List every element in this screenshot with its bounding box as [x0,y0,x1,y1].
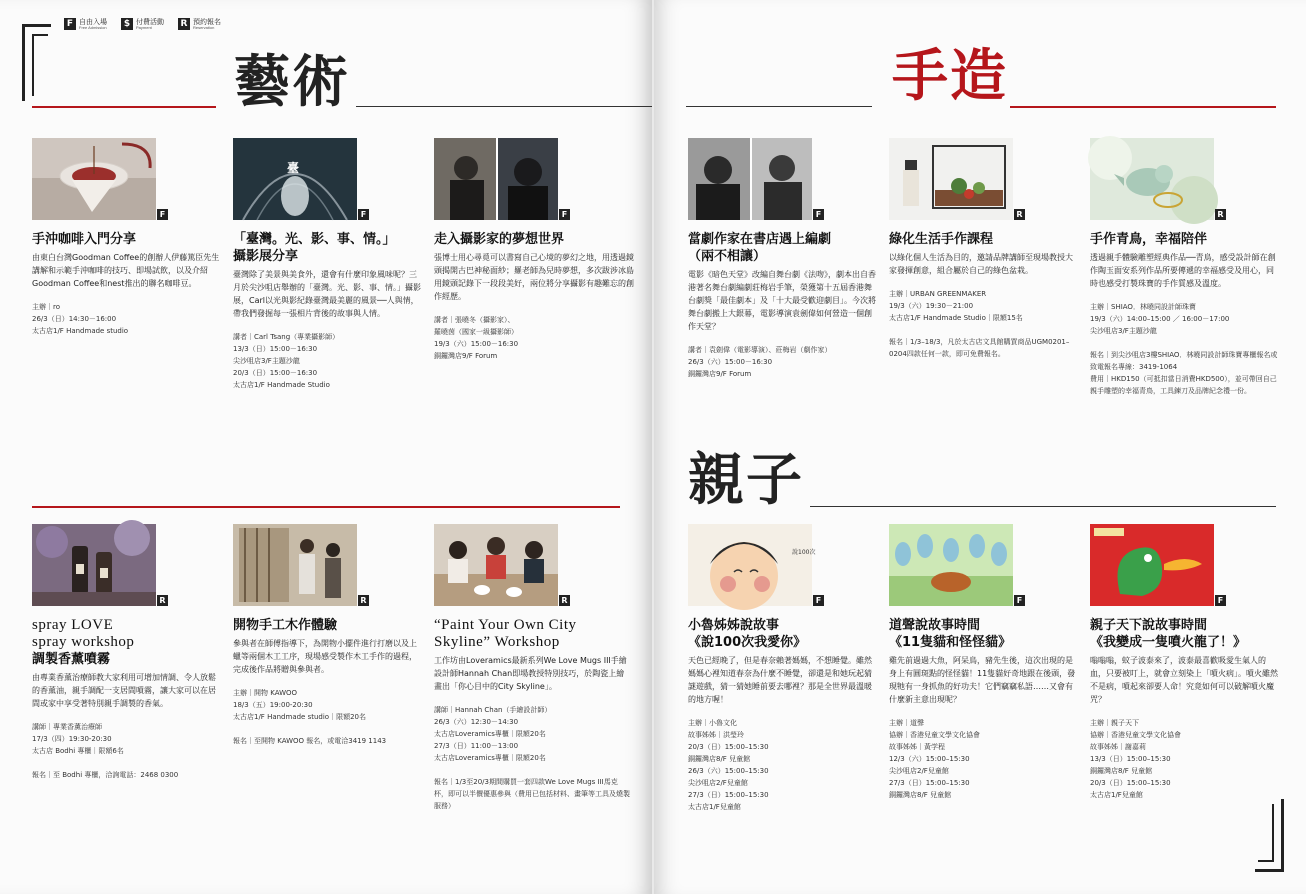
legend-code: R [178,18,190,30]
legend-code: $ [121,18,133,30]
badge-free-icon: F [559,209,570,220]
badge-reservation-icon: R [157,595,168,606]
event-title: 綠化生活手作課程 [889,232,994,247]
section-rule [810,506,1276,507]
event-title: 小魯姊姊說故事 《說100次我愛你》 [688,618,807,650]
badge-reservation-icon: R [559,595,570,606]
section-rule [686,106,872,107]
event-meta: 主辦｜小魯文化 故事姊姊｜洪瑩玲 20/3（日）15:00–15:30 銅鑼灣店8/F 兒童館 26/3（六）15:00–15:30 尖沙咀店2/F兒童館 27/3（日）15:00–15:30 太古店1/F兒童館 [688,719,769,811]
section-title-art: 藝術 [234,49,350,115]
event-title: 當劇作家在書店遇上編劇 （兩不相讓） [688,232,832,264]
event-description: 由專業香薰治療師教大家利用可增加情調、令人放鬆的香薰油，親手調配一支居間噴霧，讓大家可以在居間或家中享受著特別親手調製的香氣。 [32,673,216,708]
event-card [688,138,878,380]
event-title: 親子天下說故事時間 《我變成一隻噴火龍了！》 [1090,618,1247,650]
event-description: 以綠化個人生活為目的，邀請品牌講師至現場教授大家發揮創意，組合屬於自己的綠色盆栽。 [889,253,1073,275]
event-photo [32,138,166,220]
corner-bracket-inner [1258,804,1274,862]
badge-free-icon: F [813,209,824,220]
event-photo [434,138,568,220]
legend-code: F [64,18,76,30]
event-description: 雞先前過過大魚，阿呆鳥，豬先生後，這次出現的是身上有圓斑點的怪怪貓！11隻貓好奇地跟在後頭，發現牠有一身抓魚的好功夫！它們竊竊私語……又會有什麼新主意出現呢？ [889,656,1076,704]
legend-label: 自由入場 [79,17,107,26]
svg-text:臺: 臺 [287,161,300,175]
event-photo [688,524,822,606]
section-rule [32,106,216,108]
legend-payment [121,18,164,30]
legend [64,18,221,30]
event-title: 「臺灣。光、影、事、情。」 攝影展分享 [233,232,396,264]
event-card [1090,524,1280,801]
section-rule [356,106,652,107]
legend-reservation [178,18,221,30]
event-meta: 主辦｜開物 KAWOO 18/3（五）19:00-20:30 太古店1/F Handmade studio｜限額20名 報名｜至開物 KAWOO 報名，或電洽3419 1143 [233,689,387,745]
left-page [0,0,652,894]
event-photo [233,138,367,220]
badge-free-icon: F [358,209,369,220]
event-description: 天色已經晚了，但是春奈賴著媽媽，不想睡覺。雖然媽媽心裡知道春奈為什麼不睡覺，卻還是和她玩起猜謎遊戲，猜一猜她睡前要去哪裡？那是全世界最溫暖的地方喔！ [688,656,872,704]
svg-text:說100次: 說100次 [792,549,816,556]
event-title: “Paint Your Own City Skyline” Workshop [434,617,577,650]
event-photo [1090,524,1224,606]
event-description: 臺灣除了美景與美食外，還會有什麼印象風味呢？三月於尖沙咀店舉辦的「臺灣。光、影、事、情。」攝影展，Carl以光與影紀錄臺灣最美麗的風景──人與情，帶我們發掘每一張相片背後的故事與人情。 [233,270,421,318]
event-title: 道聲說故事時間 《11隻貓和怪怪貓》 [889,618,1012,650]
event-meta: 主辦｜ro 26/3（日）14:30－16:00 太古店1/F Handmade studio [32,303,129,335]
event-photo [688,138,822,220]
event-photo [889,138,1023,220]
event-meta: 主辦｜SHIAO．林曉同設計師珠寶 19/3（六）14:00–15:00 ／ 16:00－17:00 尖沙咀店3/F主題沙龍 報名｜到尖沙咀店3樓SHIAO．林曉同設計師珠寶專櫃報名或致電報名專線：3419-1064 費用｜HKD150（可抵扣當日消費HKD500），並可帶回自己親手雕塑的幸福青鳥，工具鍊刀及品牌紀念禮一份。 [1090,303,1278,395]
event-card [889,524,1079,801]
event-photo [1090,138,1224,220]
event-description: 嗡嗡嗡，蚊子波泰來了，波泰最喜歡吸愛生氣人的血，只要被叮上，就會立刻染上「噴火病」。噴火雖然不是病，噴起來卻要人命！究竟如何可以破解噴火魔咒？ [1090,656,1278,704]
badge-free-icon: F [1014,595,1025,606]
event-description: 電影《暗色天堂》改編自舞台劇《法吻》，劇本出自香港著名舞台劇編劇莊梅岩手筆，榮獲第十五屆香港舞台劇獎「最佳劇本」及「十大最受歡迎劇目」。今次將舞台劇搬上大銀幕，電影導演袁劍偉如何營造一個創作天堂？ [688,270,876,331]
event-card [688,524,878,813]
event-description: 張博士用心尋覓可以書寫自己心境的夢幻之地，用透過鏡頭揭開古巴神秘面紗；羅老師為兒時夢想，多次跋涉冰島用鏡頭記錄下一段段美好，兩位將分享攝影有趣難忘的創作經歷。 [434,253,634,301]
event-title: spray LOVE spray workshop 調製香薰噴霧 [32,617,135,667]
legend-label: 付費活動 [136,17,164,26]
event-photo [32,524,166,606]
section-rule [1010,106,1276,108]
badge-reservation-icon: R [1014,209,1025,220]
event-card [434,524,630,812]
badge-free-icon: F [157,209,168,220]
event-meta: 講師｜Hannah Chan（手繪設計師） 26/3（六）12:30－14:30 太古店Loveramics專櫃｜限額20名 27/3（日）11:00－13:00 太古店Loveramics專櫃｜限額20名 報名｜1/3至20/3期間購買一套四款We Love Mugs III馬克杯，即可以半價優惠參與（費用已包括材料、畫筆等工具及燒製服務） [434,706,630,810]
event-card [434,138,634,362]
event-photo [889,524,1023,606]
event-meta: 講者｜Carl Tsang（專業攝影師） 13/3（日）15:00－16:30 尖沙咀店3/F主題沙龍 20/3（日）15:00－16:30 太古店1/F Handmade Studio [233,333,340,389]
section-title-family: 親子 [688,447,804,513]
legend-label-en: Reservation [193,24,215,30]
badge-reservation-icon: R [358,595,369,606]
event-meta: 主辦｜親子天下 協辦｜香港兒童文學文化協會 故事姊姊｜謝嘉莉 13/3（日）15:00–15:30 銅鑼灣店8/F 兒童館 20/3（日）15:00–15:30 太古店1/F兒童館 [1090,719,1181,799]
event-card [1090,138,1278,397]
legend-label-en: Free Admission [79,24,107,30]
legend-label: 預約報名 [193,17,221,26]
event-title: 開物手工木作體驗 [233,618,338,633]
legend-label-en: Payment [136,24,152,30]
section-title-craft: 手造 [892,43,1008,109]
right-page [654,0,1306,894]
event-description: 透過親手體驗雕塑經典作品──青鳥，感受設計師在創作陶玉面安系列作品所要傳遞的幸福感受及用心，同時也感受打製珠寶的手作質感及溫度。 [1090,253,1276,288]
section-rule [32,506,620,508]
event-card [233,524,423,747]
event-card [32,138,222,337]
event-card [889,138,1075,360]
event-description: 由東白台灣Goodman Coffee的創辦人伊藤篤臣先生講解和示範手沖咖啡的技巧、即場試飲，以及介紹Goodman Coffee和nest推出的聯名咖啡豆。 [32,253,220,288]
event-title: 手沖咖啡入門分享 [32,232,137,247]
event-meta: 主辦｜道聲 協辦｜香港兒童文學文化協會 故事姊姊｜黃学程 12/3（六）15:00–15:30 尖沙咀店2/F兒童館 27/3（日）15:00–15:30 銅鑼灣店8/F 兒童館 [889,719,980,799]
event-description: 工作坊由Loveramics最新系列We Love Mugs III手繪設計師Hannah Chan即場教授特別技巧，於陶瓷上繪畫出「你心目中的City Skyline」。 [434,656,627,691]
event-meta: 主辦｜URBAN GREENMAKER 19/3（六）19:30－21:00 太古店1/F Handmade Studio｜限額15名 報名｜1/3–18/3，凡於太古店文具館購買商品UGM0201–0204四款任何一款，即可免費報名。 [889,290,1070,358]
event-meta: 講師｜專業香薰治療師 17/3（四）19:30-20:30 太古店 Bodhi 專櫃｜限額6名 報名｜至 Bodhi 專櫃，洽詢電話：2468 0300 [32,723,179,779]
badge-free-icon: F [1215,595,1226,606]
event-meta: 講者｜袁劍偉（電影導演）、莊梅岩（劇作家） 26/3（六）15:00－16:30 銅鑼灣店9/F Forum [688,346,832,378]
legend-free [64,18,107,30]
event-card [32,524,222,781]
badge-free-icon: F [813,595,824,606]
event-photo [233,524,367,606]
event-meta: 講者｜張曉冬（攝影家）、 羅曉茵（國家一級攝影師） 19/3（六）15:00－16:30 銅鑼灣店9/F Forum [434,316,519,360]
corner-bracket-inner [32,34,48,96]
event-title: 走入攝影家的夢想世界 [434,232,565,247]
event-description: 參與者在師傅指導下，為開物小擺件進行打磨以及上蠟等兩個木工工序，現場感受製作木工手作的過程，完成後作品將贈與參與者。 [233,639,417,674]
event-title: 手作青鳥，幸福陪伴 [1090,232,1208,247]
event-card [233,138,423,391]
badge-reservation-icon: R [1215,209,1226,220]
event-photo [434,524,568,606]
